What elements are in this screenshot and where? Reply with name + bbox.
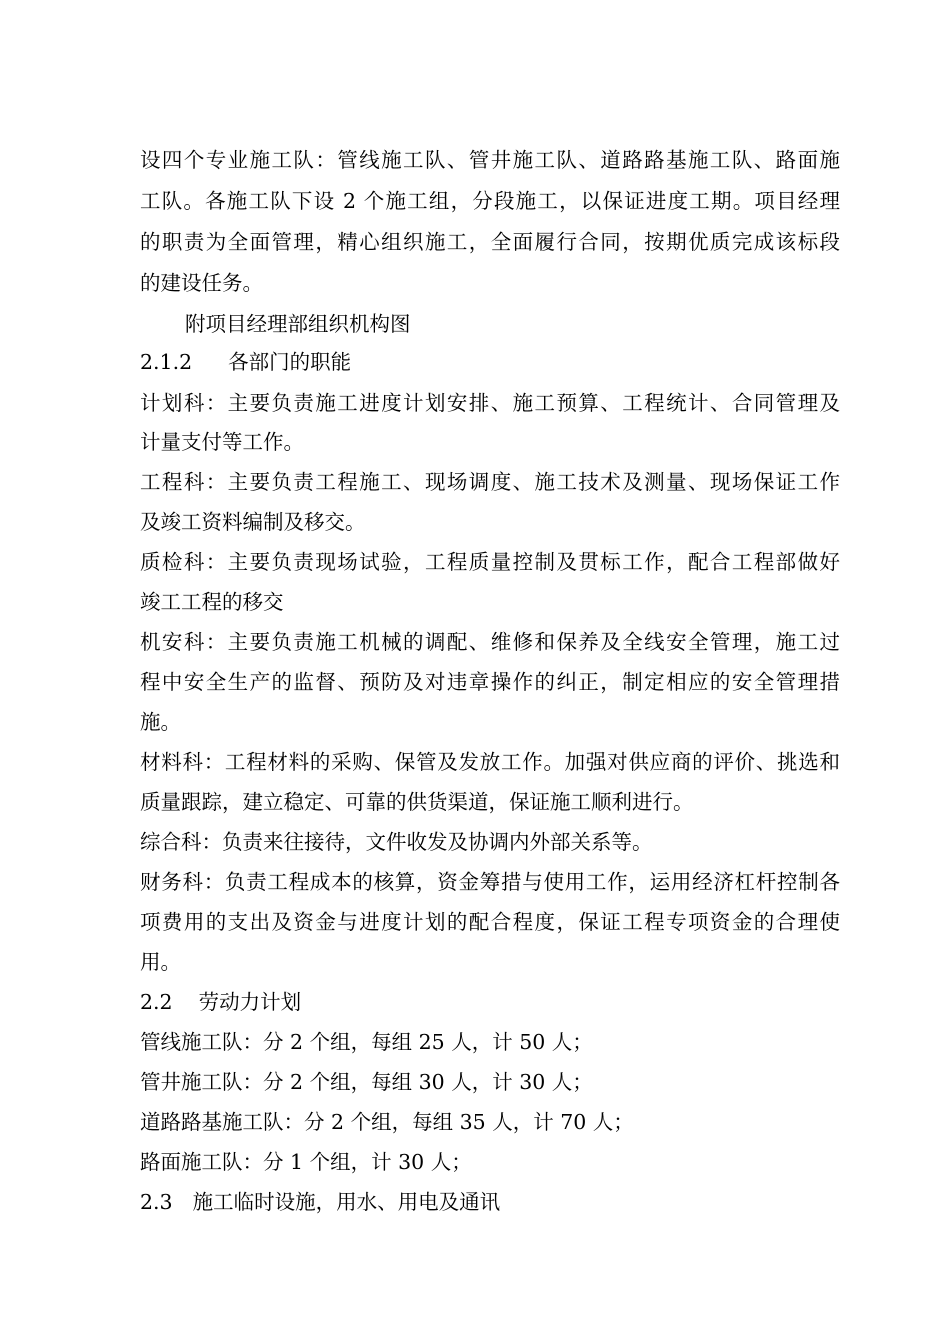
department-line: 材料科：工程材料的采购、保管及发放工作。加强对供应商的评价、挑选和	[140, 750, 840, 774]
department-line: 质检科：主要负责现场试验，工程质量控制及贯标工作，配合工程部做好	[140, 550, 840, 574]
department-line: 项费用的支出及资金与进度计划的配合程度，保证工程专项资金的合理使	[140, 910, 840, 934]
intro-line: 工队。各施工队下设 2 个施工组，分段施工，以保证进度工期。项目经理	[140, 189, 840, 213]
figure-caption: 附项目经理部组织机构图	[185, 312, 411, 336]
labor-line: 道路路基施工队：分 2 个组，每组 35 人，计 70 人；	[140, 1110, 634, 1134]
section-title: 各部门的职能	[228, 350, 352, 374]
intro-line: 的职责为全面管理，精心组织施工，全面履行合同，按期优质完成该标段	[140, 230, 840, 254]
labor-line: 管井施工队：分 2 个组，每组 30 人，计 30 人；	[140, 1070, 593, 1094]
department-line: 程中安全生产的监督、预防及对违章操作的纠正，制定相应的安全管理措	[140, 670, 840, 694]
department-line: 施。	[140, 710, 181, 734]
section-number: 2.2	[140, 990, 173, 1014]
department-line: 计量支付等工作。	[140, 430, 304, 454]
labor-line: 路面施工队：分 1 个组，计 30 人；	[140, 1150, 472, 1174]
intro-line: 设四个专业施工队：管线施工队、管井施工队、道路路基施工队、路面施	[140, 148, 840, 172]
department-line: 质量跟踪，建立稳定、可靠的供货渠道，保证施工顺利进行。	[140, 790, 694, 814]
department-line: 用。	[140, 950, 181, 974]
department-line: 计划科：主要负责施工进度计划安排、施工预算、工程统计、合同管理及	[140, 391, 840, 415]
section-title: 施工临时设施，用水、用电及通讯	[192, 1190, 501, 1214]
section-heading-2-3	[140, 1187, 500, 1217]
section-number: 2.3	[140, 1190, 173, 1214]
department-line: 财务科：负责工程成本的核算，资金筹措与使用工作，运用经济杠杆控制各	[140, 870, 840, 894]
section-heading-2-2	[140, 987, 301, 1017]
department-line: 工程科：主要负责工程施工、现场调度、施工技术及测量、现场保证工作	[140, 470, 840, 494]
section-number: 2.1.2	[140, 350, 193, 374]
department-line: 及竣工资料编制及移交。	[140, 510, 366, 534]
intro-line: 的建设任务。	[140, 271, 263, 295]
section-heading-2-1-2	[140, 347, 351, 377]
department-line: 机安科：主要负责施工机械的调配、维修和保养及全线安全管理，施工过	[140, 630, 840, 654]
department-line: 竣工工程的移交	[140, 590, 284, 614]
section-title: 劳动力计划	[198, 990, 302, 1014]
labor-line: 管线施工队：分 2 个组，每组 25 人，计 50 人；	[140, 1030, 593, 1054]
department-line: 综合科：负责来往接待，文件收发及协调内外部关系等。	[140, 830, 653, 854]
